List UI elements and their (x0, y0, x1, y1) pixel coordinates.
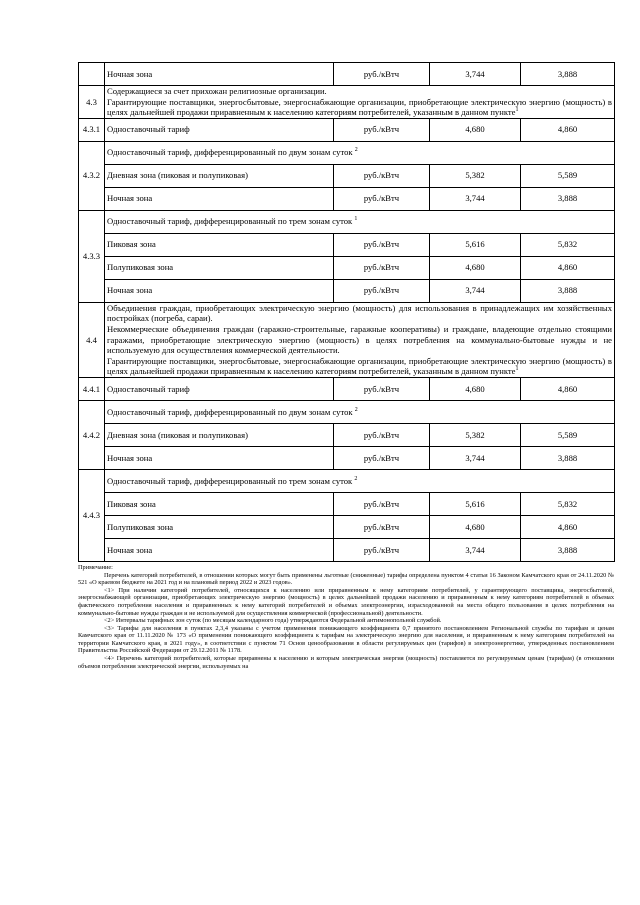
tariff-table (78, 62, 615, 562)
value-second-half: 3,888 (521, 279, 615, 302)
table-row (79, 141, 615, 164)
value-second-half: 5,589 (521, 164, 615, 187)
value-first-half: 4,680 (430, 256, 521, 279)
row-number: 4.3.1 (79, 118, 105, 141)
table-row (79, 233, 615, 256)
row-label: Полупиковая зона (105, 515, 334, 538)
row-label: Ночная зона (105, 63, 334, 86)
unit-cell: руб./кВтч (334, 187, 430, 210)
unit-cell: руб./кВтч (334, 118, 430, 141)
value-first-half: 5,616 (430, 233, 521, 256)
table-row (79, 446, 615, 469)
subsection-label (105, 141, 615, 164)
row-label: Пиковая зона (105, 492, 334, 515)
value-first-half: 3,744 (430, 63, 521, 86)
value-second-half: 3,888 (521, 538, 615, 561)
row-label: Одноставочный тариф, дифференцированный по двум зонам суток (107, 406, 353, 417)
value-first-half: 3,744 (430, 279, 521, 302)
row-number: 4.3 (79, 86, 105, 119)
subsection-label (105, 400, 615, 423)
row-label: Ночная зона (105, 279, 334, 302)
row-label: Ночная зона (105, 446, 334, 469)
unit-cell: руб./кВтч (334, 279, 430, 302)
table-row (79, 164, 615, 187)
table-row (79, 256, 615, 279)
row-label: Одноставочный тариф (105, 377, 334, 400)
value-first-half: 5,616 (430, 492, 521, 515)
row-label: Одноставочный тариф, дифференцированный по трем зонам суток (107, 475, 353, 486)
value-first-half: 5,382 (430, 164, 521, 187)
note-paragraph: Перечень категорий потребителей, в отношении которых могут быть применены льготные (сниженные) тарифы определена пунктом 4 статьи 16 Законом Камчатского края от 24.11.2020 № 521 «О краевом бюджете на 2021 год и на плановый период 2022 и 2023 годов». (78, 571, 614, 587)
value-first-half: 5,382 (430, 423, 521, 446)
value-first-half: 3,744 (430, 187, 521, 210)
table-row (79, 63, 615, 86)
footnote-2: <2> Интервалы тарифных зон суток (по месяцам календарного года) утверждаются Федеральной антимонопольной службой. (104, 617, 442, 625)
row-number: 4.4.2 (79, 400, 105, 469)
footnote-ref: 1 (515, 366, 519, 373)
table-row (79, 210, 615, 233)
value-first-half: 4,680 (430, 377, 521, 400)
section-paragraph: Гарантирующие поставщики, энергосбытовые, энергоснабжающие организации, приобретающие электрическую энергию (мощность) в целях дальнейшей продажи приравненным к населению категориям потребителей, указанным в данном пункте (107, 355, 612, 377)
tariff-document (78, 62, 614, 670)
value-second-half: 3,888 (521, 63, 615, 86)
value-second-half: 4,860 (521, 118, 615, 141)
row-number: 4.4.3 (79, 469, 105, 561)
notes-section (78, 564, 614, 670)
unit-cell: руб./кВтч (334, 233, 430, 256)
value-first-half: 4,680 (430, 515, 521, 538)
row-number: 4.3.3 (79, 210, 105, 302)
table-row (79, 279, 615, 302)
table-row (79, 538, 615, 561)
value-first-half: 3,744 (430, 538, 521, 561)
section-row-4-4 (79, 302, 615, 377)
section-description (105, 86, 615, 119)
row-label: Ночная зона (105, 187, 334, 210)
footnote-1: <1> При наличии категорий потребителей, относящихся к населению или приравненным к нему категориям потребителей, у гарантирующего поставщика, энергосбытовой, энергоснабжающей организации, приобретающих электрическую энергию (мощность) в целях дальнейшей продажи населению и приравненным к нему категориям потребителей в объемах фактического потребления населения и приравненных к нему категорий потребителей и объемах электроэнергии, израсходованной на места общего пользования в целях потребления на коммунально-бытовые нужды граждан и не используемой для осуществления коммерческой (профессиональной) деятельности. (78, 586, 614, 617)
value-second-half: 5,832 (521, 492, 615, 515)
footnote-ref: 1 (354, 216, 358, 223)
row-label: Пиковая зона (105, 233, 334, 256)
footnote-3: <3> Тарифы для населения в пунктах 2,3,4 указаны с учетом применения понижающего коэффициента 0,7 принятого постановлением Региональной службы по тарифам и ценам Камчатского края от 11.11.2020 № 173 «О применении понижающего коэффициента к тарифам на электрическую энергию для населения, и приравненным к нему категориям потребителей на территории Камчатского края, в 2021 году», в соответствии с пунктом 71 Основ ценообразования в области регулируемых цен (тарифов) в электроэнергетике, утвержденных постановлением Правительства Российской Федерации от 29.12.2011 № 1178. (78, 624, 614, 655)
unit-cell: руб./кВтч (334, 538, 430, 561)
row-label: Дневная зона (пиковая и полупиковая) (105, 423, 334, 446)
row-number: 4.4.1 (79, 377, 105, 400)
value-second-half: 5,832 (521, 233, 615, 256)
footnote-4: <4> Перечень категорий потребителей, которые приравнены к населению и которым электрическая энергия (мощность) поставляется по регулируемым ценам (тарифам) (в отношении объемов потребления электрической энергии, используемых на (78, 655, 614, 670)
table-row (79, 515, 615, 538)
section-title: Содержащиеся за счет прихожан религиозные организации. (107, 86, 327, 96)
section-paragraph: Некоммерческие объединения граждан (гаражно-строительные, гаражные кооперативы) и граждане, владеющие отдельно стоящими гаражами, приобретающие электрическую энергию (мощность) в целях потребления на коммунально-бытовые нужды и не используемую для осуществления коммерческой деятельности. (107, 323, 612, 356)
unit-cell: руб./кВтч (334, 256, 430, 279)
table-row (79, 187, 615, 210)
section-paragraph: Объединения граждан, приобретающих электрическую энергию (мощность) для использования в принадлежащих им хозяйственных постройках (погреба, сараи). (107, 302, 612, 324)
subsection-label (105, 469, 615, 492)
table-row (79, 400, 615, 423)
unit-cell: руб./кВтч (334, 377, 430, 400)
value-second-half: 4,860 (521, 515, 615, 538)
unit-cell: руб./кВтч (334, 63, 430, 86)
table-row (79, 118, 615, 141)
unit-cell: руб./кВтч (334, 164, 430, 187)
unit-cell: руб./кВтч (334, 515, 430, 538)
value-first-half: 4,680 (430, 118, 521, 141)
row-label: Дневная зона (пиковая и полупиковая) (105, 164, 334, 187)
unit-cell: руб./кВтч (334, 492, 430, 515)
notes-label: Примечание: (78, 563, 113, 571)
table-row (79, 377, 615, 400)
value-second-half: 3,888 (521, 446, 615, 469)
table-row (79, 423, 615, 446)
unit-cell: руб./кВтч (334, 446, 430, 469)
row-label: Одноставочный тариф (105, 118, 334, 141)
row-label: Ночная зона (105, 538, 334, 561)
footnote-ref: 2 (354, 475, 358, 482)
footnote-ref: 2 (354, 406, 358, 413)
row-label: Полупиковая зона (105, 256, 334, 279)
row-number: 4.4 (79, 302, 105, 377)
row-label: Одноставочный тариф, дифференцированный по трем зонам суток (107, 216, 353, 227)
value-second-half: 4,860 (521, 256, 615, 279)
unit-cell: руб./кВтч (334, 423, 430, 446)
value-first-half: 3,744 (430, 446, 521, 469)
value-second-half: 4,860 (521, 377, 615, 400)
value-second-half: 5,589 (521, 423, 615, 446)
footnote-ref: 1 (515, 107, 519, 114)
row-number-cell (79, 63, 105, 86)
section-row-4-3 (79, 86, 615, 119)
section-text: Гарантирующие поставщики, энергосбытовые, энергоснабжающие организации, приобретающие электрическую энергию (мощность) в целях дальнейшей продажи приравненным к населению категориям потребителей, указанным в данном пункте (107, 96, 612, 118)
footnote-ref: 2 (354, 147, 358, 154)
row-label: Одноставочный тариф, дифференцированный по двум зонам суток (107, 147, 353, 158)
section-description (105, 302, 615, 377)
table-row (79, 469, 615, 492)
subsection-label (105, 210, 615, 233)
table-row (79, 492, 615, 515)
row-number: 4.3.2 (79, 141, 105, 210)
value-second-half: 3,888 (521, 187, 615, 210)
